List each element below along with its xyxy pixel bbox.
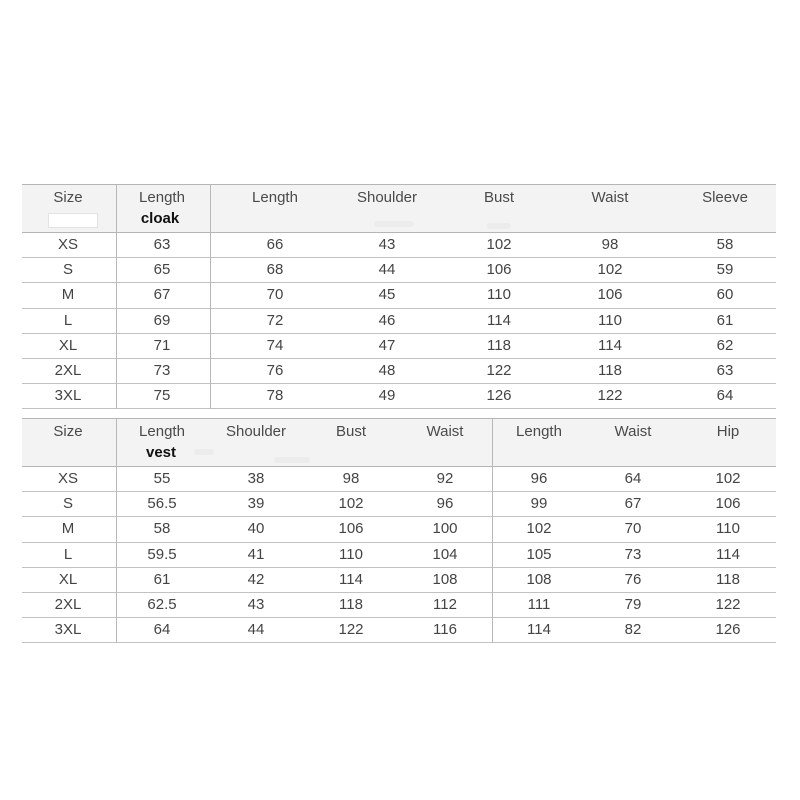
measurement-cell: 116 <box>433 621 457 639</box>
column-header: Shoulder <box>356 189 418 206</box>
column-header: Waist <box>614 423 652 440</box>
blurred-text <box>274 457 310 463</box>
measurement-cell: 74 <box>266 336 284 354</box>
measurement-cell: 45 <box>378 286 396 304</box>
measurement-cell: 108 <box>526 570 552 588</box>
table-header <box>22 184 776 233</box>
column-divider <box>492 418 493 643</box>
garment-label: vest <box>145 444 177 461</box>
measurement-cell: 71 <box>153 336 171 354</box>
measurement-cell: 41 <box>247 545 265 563</box>
measurement-cell: 114 <box>598 336 622 354</box>
size-cell: M <box>61 520 75 538</box>
table-row <box>22 517 776 542</box>
measurement-cell: 58 <box>153 520 171 538</box>
column-divider <box>210 184 211 409</box>
measurement-cell: 102 <box>597 261 623 279</box>
column-header: Waist <box>591 189 629 206</box>
measurement-cell: 108 <box>432 570 458 588</box>
measurement-cell: 62.5 <box>147 595 177 613</box>
measurement-cell: 55 <box>153 470 171 487</box>
table-row <box>22 492 776 517</box>
measurement-cell: 122 <box>715 595 741 613</box>
measurement-cell: 70 <box>624 520 642 538</box>
measurement-cell: 118 <box>716 570 740 588</box>
measurement-cell: 44 <box>247 621 265 639</box>
measurement-cell: 100 <box>432 520 458 538</box>
measurement-cell: 75 <box>153 387 171 405</box>
garment-label: cloak <box>140 210 180 227</box>
measurement-cell: 43 <box>378 236 396 253</box>
column-header: Sleeve <box>702 189 748 206</box>
measurement-cell: 69 <box>153 311 171 329</box>
measurement-cell: 118 <box>487 336 511 354</box>
measurement-cell: 72 <box>266 311 284 329</box>
table-row <box>22 467 776 492</box>
blurred-text <box>374 221 414 227</box>
table-header <box>22 418 776 467</box>
size-cell: 3XL <box>54 621 82 639</box>
measurement-cell: 106 <box>715 495 741 513</box>
measurement-cell: 38 <box>247 470 265 487</box>
size-cell: S <box>62 495 74 513</box>
measurement-cell: 67 <box>153 286 171 304</box>
label-box <box>48 213 98 228</box>
measurement-cell: 65 <box>153 261 171 279</box>
table-row <box>22 593 776 618</box>
vest-size-table <box>22 418 776 643</box>
measurement-cell: 114 <box>339 570 363 588</box>
measurement-cell: 98 <box>601 236 619 253</box>
measurement-cell: 99 <box>530 495 548 513</box>
column-header: Length <box>516 423 562 440</box>
measurement-cell: 122 <box>486 361 512 379</box>
measurement-cell: 104 <box>432 545 458 563</box>
table-row <box>22 359 776 384</box>
measurement-cell: 60 <box>716 286 734 304</box>
measurement-cell: 96 <box>436 495 454 513</box>
size-cell: XS <box>57 236 79 253</box>
measurement-cell: 70 <box>266 286 284 304</box>
measurement-cell: 48 <box>378 361 396 379</box>
measurement-cell: 106 <box>597 286 623 304</box>
measurement-cell: 126 <box>715 621 741 639</box>
table-row <box>22 568 776 593</box>
size-cell: 3XL <box>54 387 82 405</box>
measurement-cell: 64 <box>153 621 171 639</box>
measurement-cell: 67 <box>624 495 642 513</box>
table-row <box>22 618 776 643</box>
measurement-cell: 76 <box>266 361 284 379</box>
measurement-cell: 110 <box>716 520 740 538</box>
size-cell: XS <box>57 470 79 487</box>
measurement-cell: 59 <box>716 261 734 279</box>
measurement-cell: 82 <box>624 621 642 639</box>
column-header: Bust <box>335 423 367 440</box>
column-header: Shoulder <box>225 423 287 440</box>
size-cell: S <box>62 261 74 279</box>
measurement-cell: 46 <box>378 311 396 329</box>
size-cell: L <box>63 545 73 563</box>
size-cell: XL <box>58 336 78 354</box>
measurement-cell: 64 <box>624 470 642 487</box>
measurement-cell: 56.5 <box>147 495 177 513</box>
column-header: Length <box>139 423 185 440</box>
measurement-cell: 59.5 <box>147 545 177 563</box>
measurement-cell: 43 <box>247 595 265 613</box>
measurement-cell: 76 <box>624 570 642 588</box>
measurement-cell: 106 <box>486 261 512 279</box>
measurement-cell: 73 <box>153 361 171 379</box>
measurement-cell: 111 <box>527 595 551 613</box>
measurement-cell: 122 <box>338 621 364 639</box>
measurement-cell: 73 <box>624 545 642 563</box>
measurement-cell: 39 <box>247 495 265 513</box>
column-header: Hip <box>716 423 740 440</box>
measurement-cell: 102 <box>486 236 512 253</box>
table-row <box>22 233 776 258</box>
measurement-cell: 49 <box>378 387 396 405</box>
column-header: Length <box>252 189 298 206</box>
measurement-cell: 110 <box>598 311 622 329</box>
size-cell: 2XL <box>54 595 82 613</box>
measurement-cell: 63 <box>153 236 171 253</box>
measurement-cell: 92 <box>436 470 454 487</box>
measurement-cell: 102 <box>715 470 741 487</box>
measurement-cell: 68 <box>266 261 284 279</box>
size-cell: L <box>63 311 73 329</box>
size-cell: XL <box>58 570 78 588</box>
measurement-cell: 61 <box>153 570 171 588</box>
measurement-cell: 44 <box>378 261 396 279</box>
measurement-cell: 102 <box>526 520 552 538</box>
measurement-cell: 106 <box>338 520 364 538</box>
table-row <box>22 283 776 308</box>
measurement-cell: 114 <box>716 545 740 563</box>
measurement-cell: 78 <box>266 387 284 405</box>
measurement-cell: 105 <box>526 545 552 563</box>
measurement-cell: 110 <box>339 545 363 563</box>
table-row <box>22 384 776 409</box>
table-row <box>22 543 776 568</box>
size-cell: 2XL <box>54 361 82 379</box>
measurement-cell: 102 <box>338 495 364 513</box>
column-header: Size <box>53 423 83 440</box>
column-divider <box>116 418 117 643</box>
measurement-cell: 114 <box>527 621 551 639</box>
measurement-cell: 40 <box>247 520 265 538</box>
size-cell: M <box>61 286 75 304</box>
measurement-cell: 66 <box>266 236 284 253</box>
measurement-cell: 118 <box>339 595 363 613</box>
measurement-cell: 58 <box>716 236 734 253</box>
measurement-cell: 118 <box>598 361 622 379</box>
blurred-text <box>194 449 214 455</box>
measurement-cell: 42 <box>247 570 265 588</box>
measurement-cell: 47 <box>378 336 396 354</box>
measurement-cell: 79 <box>624 595 642 613</box>
measurement-cell: 96 <box>530 470 548 487</box>
measurement-cell: 126 <box>486 387 512 405</box>
table-row <box>22 258 776 283</box>
measurement-cell: 64 <box>716 387 734 405</box>
measurement-cell: 122 <box>597 387 623 405</box>
measurement-cell: 114 <box>487 311 511 329</box>
column-header: Waist <box>426 423 464 440</box>
column-header: Bust <box>483 189 515 206</box>
measurement-cell: 112 <box>433 595 457 613</box>
measurement-cell: 63 <box>716 361 734 379</box>
cloak-size-table <box>22 184 776 409</box>
measurement-cell: 61 <box>716 311 734 329</box>
column-header: Length <box>139 189 185 206</box>
measurement-cell: 98 <box>342 470 360 487</box>
measurement-cell: 62 <box>716 336 734 354</box>
measurement-cell: 110 <box>487 286 511 304</box>
table-row <box>22 309 776 334</box>
column-header: Size <box>53 189 83 206</box>
table-row <box>22 334 776 359</box>
blurred-text <box>487 223 511 229</box>
column-divider <box>116 184 117 409</box>
